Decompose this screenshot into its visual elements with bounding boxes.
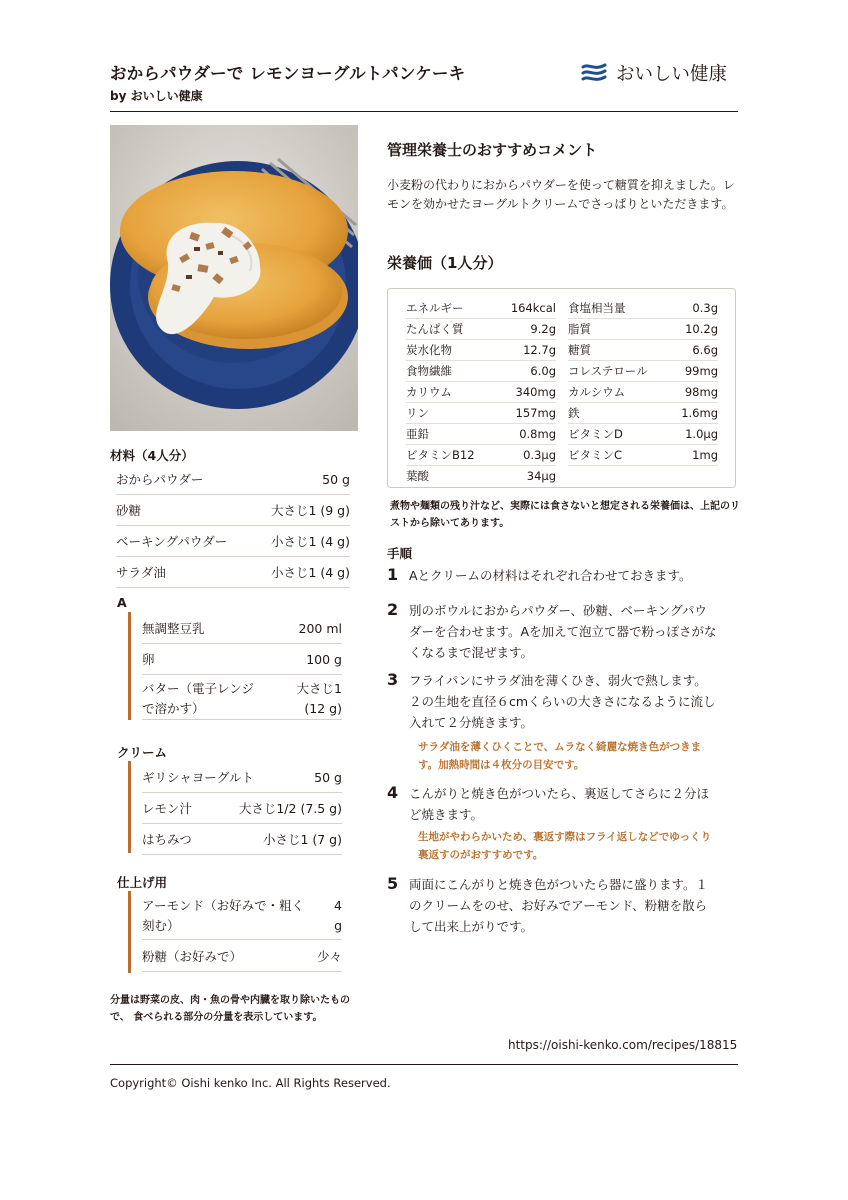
nutrition-cell: 亜鉛 0.8mg: [406, 423, 556, 445]
group-a-bar: [128, 612, 131, 720]
ingredient-name: はちみつ: [142, 832, 192, 847]
nutrition-cell: 鉄 1.6mg: [568, 402, 718, 424]
nutrition-cell: コレステロール 99mg: [568, 360, 718, 382]
ingredient-amount: 少々: [316, 949, 342, 964]
cream-bar: [128, 761, 131, 853]
ingredient-row: [116, 557, 350, 588]
ingredient-row: [142, 892, 342, 940]
nutrition-cell: たんぱく質 9.2g: [406, 318, 556, 340]
step-text: こんがりと焼き色がついたら、裏返してさらに２分ほど焼きます。: [409, 786, 710, 822]
ingredient-name: 砂糖: [116, 503, 142, 518]
ingredient-amount: 50 g: [314, 769, 342, 785]
nutrition-cell: 食物繊維 6.0g: [406, 360, 556, 382]
ingredient-name: おからパウダー: [116, 472, 204, 487]
step-number: 1: [387, 565, 399, 584]
footer-divider: [110, 1064, 738, 1065]
step-text: Aとクリームの材料はそれぞれ合わせておきます。: [409, 568, 692, 583]
ingredient-amount: 100 g: [306, 651, 342, 667]
step-text: 両面にこんがりと焼き色がついたら器に盛ります。１のクリームをのせ、お好みでアーモンド、粉糖を散らして出来上がりです。: [409, 877, 709, 934]
ingredient-name: サラダ油: [116, 565, 166, 580]
step-number: 2: [387, 600, 399, 619]
nutrition-cell: 葉酸 34μg: [406, 468, 556, 483]
nutrition-cell: ビタミンB12 0.3μg: [406, 444, 556, 466]
ingredient-name: バター（電子レンジ で溶かす）: [142, 681, 254, 716]
ingredient-amount: 50 g: [322, 471, 350, 487]
ingredient-row: [116, 464, 350, 495]
recipe-title: おからパウダーで レモンヨーグルトパンケーキ: [110, 64, 466, 83]
comment-heading: 管理栄養士のおすすめコメント: [387, 141, 598, 159]
ingredients-heading: 材料（4人分）: [110, 448, 194, 463]
nutrition-note: 煮物や麺類の残り汁など、実際には食さないと想定される栄養価は、上記のリストから除いてあります。: [390, 501, 740, 529]
ingredient-row: [142, 644, 342, 675]
nutrition-cell: エネルギー 164kcal: [406, 297, 556, 319]
nutrition-cell: リン 157mg: [406, 402, 556, 424]
nutrition-cell: 脂質 10.2g: [568, 318, 718, 340]
ingredient-amount: 小さじ1 (7 g): [262, 832, 342, 847]
finish-bar: [128, 891, 131, 973]
recipe-url-link[interactable]: https://oishi-kenko.com/recipes/18815: [508, 1038, 738, 1052]
finish-label: 仕上げ用: [117, 875, 168, 890]
step-number: 3: [387, 670, 399, 689]
pancake-photo: [110, 125, 358, 431]
ingredient-row: [142, 613, 342, 644]
ingredient-name: アーモンド（お好みで・粗く 刻む）: [142, 898, 305, 933]
portion-note: 分量は野菜の皮、肉・魚の骨や内臓を取り除いたもので、 食べられる部分の分量を表示しています。: [110, 995, 350, 1023]
nutrition-cell: ビタミンD 1.0μg: [568, 423, 718, 445]
ingredient-name: 卵: [142, 652, 155, 667]
steps-heading: 手順: [387, 546, 413, 561]
ingredient-row: [142, 675, 342, 720]
brand-logo[interactable]: [580, 60, 727, 86]
ingredient-row: [142, 793, 342, 824]
ingredient-name: ギリシャヨーグルト: [142, 770, 254, 785]
nutrition-cell: カルシウム 98mg: [568, 381, 718, 403]
step-text: フライパンにサラダ油を薄くひき、弱火で熱します。２の生地を直径６cmくらいの大きさになるように流し入れて２分焼きます。: [409, 673, 716, 730]
ingredient-name: 粉糖（お好みで）: [142, 949, 243, 964]
group-a-label: A: [117, 595, 127, 610]
wave-logo-icon: [580, 62, 608, 84]
cream-label: クリーム: [117, 745, 168, 760]
ingredient-name: ベーキングパウダー: [116, 534, 228, 549]
ingredient-amount: 小さじ1 (4 g): [270, 534, 350, 549]
ingredient-row: [116, 495, 350, 526]
ingredient-amount: 大さじ1 (12 g): [296, 681, 342, 716]
ingredient-name: レモン汁: [142, 801, 193, 816]
nutrition-heading: 栄養価（1人分）: [387, 254, 503, 272]
ingredient-amount: 200 ml: [298, 620, 342, 636]
step-number: 4: [387, 783, 399, 802]
nutrition-cell: 糖質 6.6g: [568, 339, 718, 361]
comment-text: 小麦粉の代わりにおからパウダーを使って糖質を抑えました。レモンを効かせたヨーグルトクリームでさっぱりといただきます。: [387, 178, 735, 211]
byline: by おいしい健康: [110, 89, 203, 103]
step-tip: サラダ油を薄くひくことで、ムラなく綺麗な焼き色がつきます。加熱時間は４枚分の目安です。: [418, 741, 702, 771]
ingredient-amount: 4 g: [334, 898, 342, 933]
ingredient-amount: 小さじ1 (4 g): [270, 565, 350, 580]
ingredient-row: [142, 824, 342, 855]
step-tip: 生地がやわらかいため、裏返す際はフライ返しなどでゆっくり裏返すのがおすすめです。: [418, 831, 712, 861]
step-text: 別のボウルにおからパウダー、砂糖、ベーキングパウダーを合わせます。Aを加えて泡立て器で粉っぽさがなくなるまで混ぜます。: [409, 603, 717, 660]
ingredient-amount: 大さじ1 (9 g): [270, 503, 350, 518]
nutrition-cell: 炭水化物 12.7g: [406, 339, 556, 361]
ingredient-amount: 大さじ1/2 (7.5 g): [238, 801, 342, 816]
ingredient-row: [142, 941, 342, 972]
nutrition-table: [387, 288, 736, 488]
nutrition-cell: 食塩相当量 0.3g: [568, 297, 718, 319]
step-number: 5: [387, 874, 399, 893]
nutrition-cell: ビタミンC 1mg: [568, 444, 718, 466]
ingredient-row: [142, 762, 342, 793]
ingredient-name: 無調整豆乳: [142, 621, 205, 636]
nutrition-cell: カリウム 340mg: [406, 381, 556, 403]
logo-text: おいしい健康: [616, 64, 728, 85]
ingredient-row: [116, 526, 350, 557]
header-divider: [110, 111, 738, 112]
copyright: Copyright© Oishi kenko Inc. All Rights Reserved.: [110, 1076, 391, 1090]
